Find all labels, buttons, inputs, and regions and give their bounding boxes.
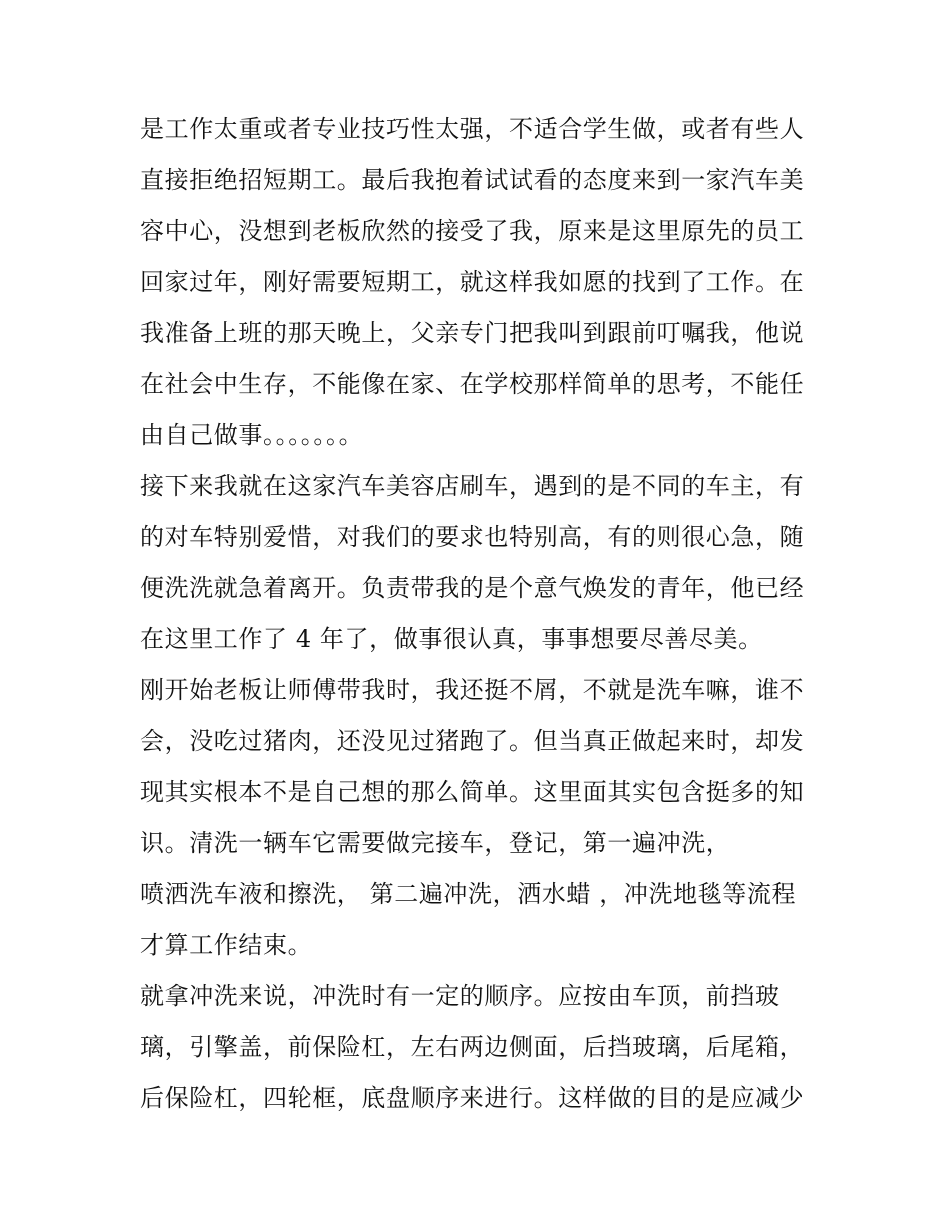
text-line: 在社会中生存，不能像在家、在学校那样简单的思考，不能任: [140, 370, 805, 398]
text-line: 我准备上班的那天晚上，父亲专门把我叫到跟前叮嘱我，他说: [140, 319, 805, 347]
text-line: 接下来我就在这家汽车美容店刷车，遇到的是不同的车主，有: [140, 472, 805, 500]
text-line: 容中心，没想到老板欣然的接受了我，原来是这里原先的员工: [140, 217, 805, 245]
text-line: 璃，引擎盖，前保险杠，左右两边侧面，后挡玻璃，后尾箱，: [140, 1033, 805, 1061]
text-line: 在这里工作了 4 年了，做事很认真，事事想要尽善尽美。: [140, 625, 763, 653]
text-line: 便洗洗就急着离开。负责带我的是个意气焕发的青年，他已经: [140, 574, 805, 602]
text-line: 由自己做事。。。。。。。: [140, 421, 364, 449]
text-line: 就拿冲洗来说，冲洗时有一定的顺序。应按由车顶，前挡玻: [140, 982, 780, 1010]
text-line: 是工作太重或者专业技巧性太强，不适合学生做，或者有些人: [140, 115, 805, 143]
text-line: 刚开始老板让师傅带我时，我还挺不屑，不就是洗车嘛，谁不: [140, 676, 805, 704]
text-line: 后保险杠，四轮框，底盘顺序来进行。这样做的目的是应减少: [140, 1084, 805, 1112]
text-line: 直接拒绝招短期工。最后我抱着试试看的态度来到一家汽车美: [140, 166, 805, 194]
text-line: 现其实根本不是自己想的那么简单。这里面其实包含挺多的知: [140, 778, 805, 806]
text-line: 回家过年，刚好需要短期工，就这样我如愿的找到了工作。在: [140, 268, 805, 296]
body-text: [140, 104, 830, 1124]
text-line: 才算工作结束。: [140, 931, 313, 959]
text-line: 的对车特别爱惜，对我们的要求也特别高，有的则很心急，随: [140, 523, 805, 551]
text-line: 识。清洗一辆车它需要做完接车，登记，第一遍冲洗，: [140, 829, 731, 857]
text-line: 会，没吃过猪肉，还没见过猪跑了。但当真正做起来时，却发: [140, 727, 805, 755]
text-line: 喷洒洗车液和擦洗， 第二遍冲洗，洒水蜡 ，冲洗地毯等流程: [140, 880, 797, 908]
